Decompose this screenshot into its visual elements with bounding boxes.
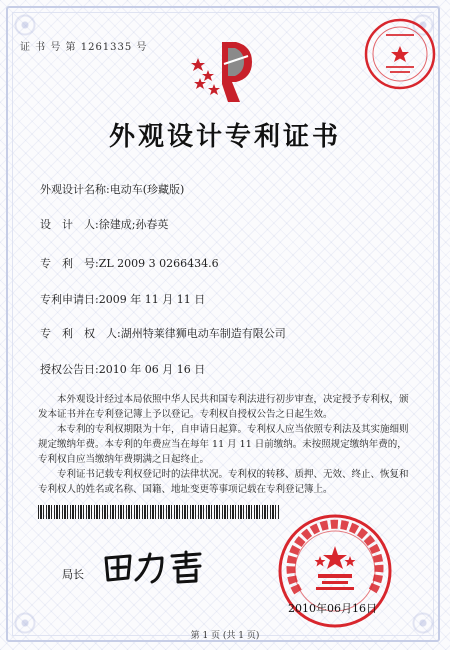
sipo-logo-icon xyxy=(178,34,268,106)
page-footer: 第 1 页 (共 1 页) xyxy=(190,631,260,641)
field-label: 设 计 人: xyxy=(40,218,99,231)
field-value: 湖州特莱律狮电动车制造有限公司 xyxy=(120,327,286,340)
field-grant-date xyxy=(40,361,205,377)
field-designer xyxy=(40,216,168,232)
field-value: 电动车(珍藏版) xyxy=(109,183,185,196)
certificate-title: 外观设计专利证书 xyxy=(108,122,341,152)
field-label: 专 利 权 人: xyxy=(40,327,121,340)
field-patentee xyxy=(40,325,286,341)
director-signature xyxy=(100,548,210,588)
field-label: 外观设计名称: xyxy=(40,183,110,196)
field-value: 徐建成;孙春英 xyxy=(98,218,169,231)
statement-paragraph: 本外观设计经过本局依照中华人民共和国专利法进行初步审查，决定授予专利权，颁发本证书并在专利登记簿上予以登记。专利权自授权公告之日起生效。 xyxy=(38,394,409,420)
statement-paragraphs xyxy=(38,392,414,497)
field-value: ZL 2009 3 0266434.6 xyxy=(98,257,219,270)
director-label: 局长 xyxy=(62,568,84,581)
statement-paragraph: 专利证书记载专利权登记时的法律状况。专利权的转移、质押、无效、终止、恢复和专利权人的姓名或名称、国籍、地址变更等事项记载在专利登记簿上。 xyxy=(38,469,409,495)
statement-paragraph: 本专利的专利权期限为十年，自申请日起算。专利权人应当依照专利法及其实施细则规定缴纳年费。本专利的年费应当在每年 11 月 11 日前缴纳。未按照规定缴纳年费的，专利权自应当缴纳年费期满之日起终止。 xyxy=(38,424,409,465)
issue-date: 2010年06月16日 xyxy=(288,602,377,615)
field-value: 2009 年 11 月 11 日 xyxy=(98,293,206,306)
field-label: 授权公告日: xyxy=(40,363,99,376)
barcode xyxy=(38,505,280,519)
field-label: 专利申请日: xyxy=(40,293,99,306)
top-seal-stamp xyxy=(362,16,438,92)
field-design-name xyxy=(40,181,184,197)
corner-ornament xyxy=(8,8,42,42)
certificate-number: 证 书 号 第 1261335 号 xyxy=(20,42,148,53)
field-value: 2010 年 06 月 16 日 xyxy=(98,363,206,376)
field-application-date xyxy=(40,291,205,307)
field-patent-number xyxy=(40,255,219,271)
field-label: 专 利 号: xyxy=(40,257,99,270)
